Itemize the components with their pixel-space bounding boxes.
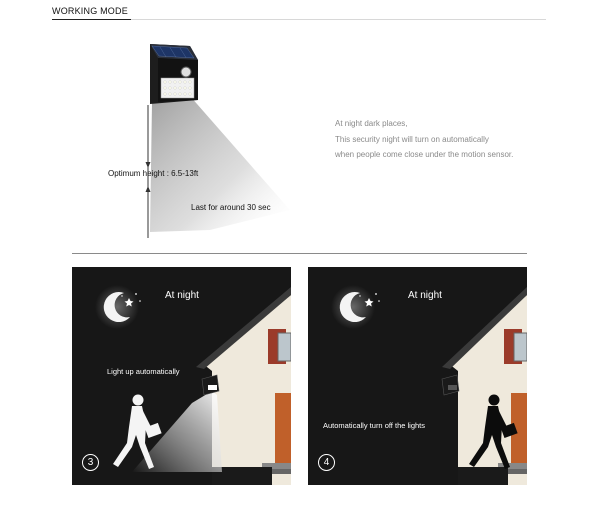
panel-title: At night: [408, 290, 442, 301]
height-label: Optimum height : 6.5-13ft: [108, 169, 199, 178]
description: [335, 116, 513, 163]
panel-caption: Light up automatically: [107, 367, 180, 376]
description-line: when people come close under the motion sensor.: [335, 150, 514, 159]
section-title: WORKING MODE: [52, 6, 128, 16]
moon-icon: [331, 285, 375, 329]
solar-light-icon: [150, 44, 198, 104]
step-number: 4: [318, 454, 335, 471]
step-number: 3: [82, 454, 99, 471]
scene-panel-light-off: [308, 267, 527, 485]
solar-light-icon: [442, 375, 459, 395]
scene-panel-light-on: [72, 267, 291, 485]
description-line: At night dark places,: [335, 119, 408, 128]
description-line: This security night will turn on automatically: [335, 134, 489, 144]
panel-title: At night: [165, 290, 199, 301]
moon-icon: [95, 285, 139, 329]
duration-label: Last for around 30 sec: [191, 203, 271, 212]
panel-caption: Automatically turn off the lights: [323, 421, 425, 430]
section-divider: [72, 253, 527, 254]
